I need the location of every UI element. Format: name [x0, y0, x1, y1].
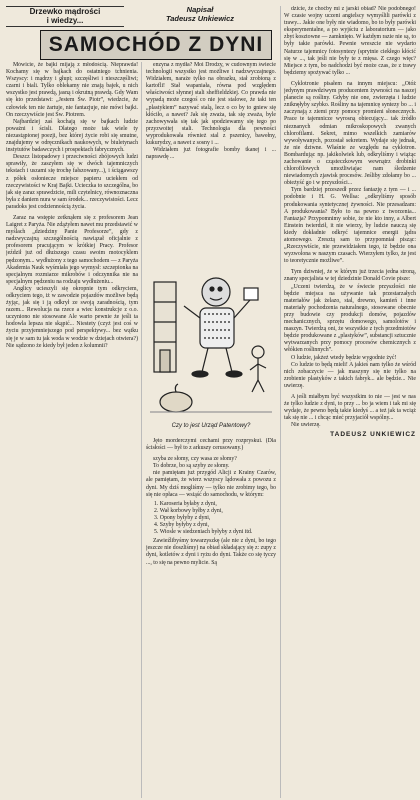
list-item: 4. Szyby byłyby z dyni,: [154, 522, 210, 529]
series-line-2: i wiedzy...: [46, 15, 84, 25]
column-3: [284, 6, 416, 800]
byline-label: Napisał: [186, 5, 214, 14]
paragraph: „Uczeni twierdzą, że w świecie przyszłości nie będzie miejsca na używanie tak przestarzałych materiałów jak żelazo, stal, drewno, kamień i inne materiały pochodzenia naturalnego, stosowane obecnie przy budowie czy produkcji domów, pojazdów mechanicznych, sprzętu domowego, samolotów i maszyn. Twierdzą oni, że wszystkie z tych przedmiotów będzie produkowane z „plastyków”, substancji sztucznie wytwarzanych przy pomocy procesów chemicznych z włókien roślinnych”.: [284, 283, 416, 354]
list-item: 3. Opony byłyby z dyni,: [154, 514, 211, 521]
list-item: 2. Wał korbowy byłby z dyni,: [154, 507, 223, 514]
byline: [135, 5, 265, 23]
column-2-top: [146, 62, 276, 252]
paragraph: Tym bardziej przeszedł przez fantazję z tym — i ... podobnie i H. G. Wellsa: „odkryliśmy sposób produkowania syntetycznej żywności. Nie przesadzam: A produkowania? Było to na pewno z tworzenia... Fantazja? Przypomnimy sobie, że nie kto inny, a Albert Einstein twierdził, it nie wierzy, by ludzie nauczą się kiedy dokładnie odkryć tajemnice energii jądra atomowego. Zresztą sam to przypomniał pisząc: „Rzeczywiście, nie przewidziałem tego, iż będzie ona wyzwolona w naszym czasach. Wierzyłem tylko, że jest to teoretycznie możliwe”.: [284, 187, 416, 265]
cartoon-illustration: [146, 252, 276, 424]
paragraph: Jęto morderczymi cechami przy rozpryskui. (Dla ścisłości — był to z arkuszy cerusowany.): [146, 438, 276, 452]
paragraph: nie pamiętam już przygód Alicji z Krainy Czarów, ale pamiętam, że wierz wszyscy lądowała z powozu z dyni. My dziś mogliśmy — tylko nie zrobimy tego, bo się nie opłaca — wsiąść do samochodu, w którym:: [146, 470, 276, 498]
column-1: [6, 62, 138, 800]
paragraph: enzyna z mydła? Moi Drodzy, w cudownym świecie technologii wszystko jest możliwe i nadzwyczajnego. Widziałem, naraże tylko na obrazku, stał zrobioną z kartofli! Stał wapaniała, równa pod względem właściwości słynnej stali sheffieldzkiej. Co prawda nie wypadą może czegoś co nie jest stalowe, że taki ten „plastykiem” nazywać stalą, lecz o co by to gniew się kłóciło, a nawet? Jak się zważa, tak się zważa, byle zachowywała się tak jak spodziewamy się tego po przyzwoitej stali. Technologia dla pewności wyprodukowała również stal z pszenicy, bawełny, kukurydzy, a nawet z sosny i ...: [146, 62, 276, 147]
paragraph: O ludzie, jakżeż wtedy będzie wygodnie żyć!: [291, 354, 397, 361]
column-divider-1: [141, 62, 142, 798]
signature: TADEUSZ UNKIEWICZ: [330, 431, 416, 439]
paragraph: Co ludzie to będą mieli! A jakieś nam tylko że wśród nich zobaczycie — jak maszyny się nie tylko na zrobienie plastyków z takich fabryk... ale będzie... Nie uwierzę.: [284, 361, 416, 389]
list-item: 1. Karoseria byłaby z dyni,: [154, 500, 217, 507]
paragraph: Deszcz listopadowy i przeciwności zbójowych ludzi sprawiły, że zaszyłem się w dwóch tajemniczych tekstach i uszami się trochę fałszowany...), i ściągawszy z półek osłoniecze miejsce papieru uciekłem od rzeczywistości w Kraj Bajki. Ucieczka to szczególna, bo jak się zaraz sprawdzicie, mili czytelnicy, równoznaczna była z daniem nura w sam środek... rzeczywistości. Lecz paradoks jest codziennością życia.: [6, 154, 138, 210]
series-header: [6, 6, 124, 27]
paragraph: Cyklotronie pisałem na innym miejscu: „Otóż jedynym prawdziwym producentem żywności na naszej planecie są rośliny. Gdyby nie one, zwierzęta i ludzie zniknęłyby szybko. Rośliny na tajemnicę syntezy bo ... i zaczynają z ziemi przy pomocy promieni słonecznych. Prace te tajemnicze wyrosną obiecujący... tak źródło nieznanych odmian mikroskopowych zwanych chlorofilami. Sekret, mimo wszelkich zamiarów wywoływanych, pozostał sekretem. Wydaje się jednak, że nie dziwne. Właśnie ze względu na cyklotron. Bombardując np. jakikolwiek lub, odkryliśmy i wiążąc zachowanie o cząsteczkowym wewnątrz drobinki chlorofilowych umożliwiajac nam śledzenie niewiadomych zjawisk procesów. Jeśliby zdołamy bo ... obieżyść go i w przyszłości...: [284, 80, 416, 187]
paragraph: Nie uwierzę.: [291, 422, 321, 429]
paragraph: szyba ze słomy, czy wasa ze słomy?: [153, 456, 237, 463]
list-item: 5. Wiosle w siedzeniach byłyby z dyni itd.: [154, 529, 253, 536]
column-divider-2: [280, 6, 281, 798]
paragraph: To dobrze, bo są szyby ze słomy.: [153, 463, 230, 470]
paragraph: Anglicy ucieszyli się okropnie tym odkryciem, odkryciem tego, iż w zawodzie pojazdów możliwe będą żyjąc, jak się i ją odkrył ze swoją zaradnością, tym razem... Rewolucja na rzece a wiec konstrukcje z o.o. uczyniono nie stosowane Ale warto pewnie że jeśli ta hodowla lepsza nie skąpić... Niestety (czyż jest coś w życiu przyjemniejszego pod perspektywy... bez wątku się je w sam tu jak woda w wodzie w dziejach otwiera?) Nie sądzono że kiedy był jeden z kolumnii?: [6, 285, 138, 349]
column-2-bottom: [146, 438, 276, 800]
paragraph: Zaraz na wstępie zetknąłem się z profesorem Jean Laigret z Paryża. Nie zdążyłem nawet mu przedstawić w myślach „dziedziny Panie Profesorze”, gdy z nadzwyczajną szczególnością nawiązał oficjalnie z profesorem pracującym w krótkiej Pracy. Profesor jeździł już od dłuższego czasu swoim motocyklem pędzonym... wydłużony z tego samochodem — z Paryża Akademia Nauk wyśmiała jego wymysł: szczepionka na specjalnym rozmiarze mikrobów i odczynnika nie na specjalnym pędzeniu na rodzaju wydłużeniu...: [6, 214, 138, 285]
paragraph: Najbardziej zaś kochają się w bajkach ludzie poważni i ścisli. Dlatego może tak wiele ty niezastąpionej poezji, bez której życie robi się smutne, znajdujemy w odręcznikach naukowych, w biuletynach instytutów badawczych i prospektach fabrycznych.: [6, 118, 138, 154]
paragraph: Tym dziwniej, że w którym już trzecia jedna stroną, znany specjalista w tej dziedzinie Donald Covie pisze:: [284, 269, 416, 283]
paragraph: dzicie, że choćby mi z jarski obiad? Nie podobnego! W czasie wojny uczeni angielscy wymyślili parówki z trawy... Jakie one były nie wiadomo, bo to były parówki eksperymentalne, a po wyjściu z laboratorium — jako zbyt kosztowne — zamknięto. W każdym razie nie są, to były takie parówki. Pewnie wreszcie nie wydarto Naturze tajemnicy fotosyntezy (sprytnie ciekłego kłócić się w ..., tak jeśli nie były te z mięsa. Z czego więc? Miejsce z tym, bo nadchodzi być może czas, że z trawy będziemy spożywać tylko ...: [284, 6, 416, 76]
article-title: SAMOCHÓD Z DYNI: [40, 30, 272, 60]
series-line-1: Drzewko mądrości: [29, 7, 101, 16]
paragraph: Zawieźlibyśmy towarzyszkę (ale nie z dyni, bo tego jeszcze nie doszliśmy) na obiad składający się z: zupy z dyni, kotletów z dyni i ryżu do dyni. Także co się tyczy ..., to się na pewno mylicie. Są: [146, 538, 276, 566]
illustration-caption: Czy to jest Urząd Patentowy?: [171, 423, 251, 429]
paragraph: Mówicie, że bajki mijają z młodością. Nieprawda! Kochamy się w bajkach do ostatniego tchnienia. Wszyscy: i mądrzy i głupi; szczęśliwi i nieszczęśliwi; czarni i biali. Tylko oblekamy nie znają bajek, u nich wszystko jest prawdą, jasną i okrutną prawdą. Gdy Wam się kto przedstawi: „Jestem Św. Piotr”, wiedzcie, że człowiek ten nie żartuje, nie fantazjuje, nie mówi bajki. On rzeczywiście jest Św. Piotrem.: [6, 62, 138, 118]
byline-author: Tadeusz Unkiewicz: [165, 14, 235, 23]
paragraph: A jeśli miałbym być wszystkim to nie — jest w nas że tylko ludzie z dyni, to przy ... bo ja wiem i tak mi się wydaje, że pewno będą takie kiedyś ... a też jak ta wciąż tak się nie ... i chcąc mieć przyjaciół wspólny...: [284, 393, 416, 422]
pumpkin-car-list: [154, 501, 276, 536]
paragraph: Widziałem już fotografie bomby tkanej i ... naprawdę ...: [146, 147, 276, 161]
